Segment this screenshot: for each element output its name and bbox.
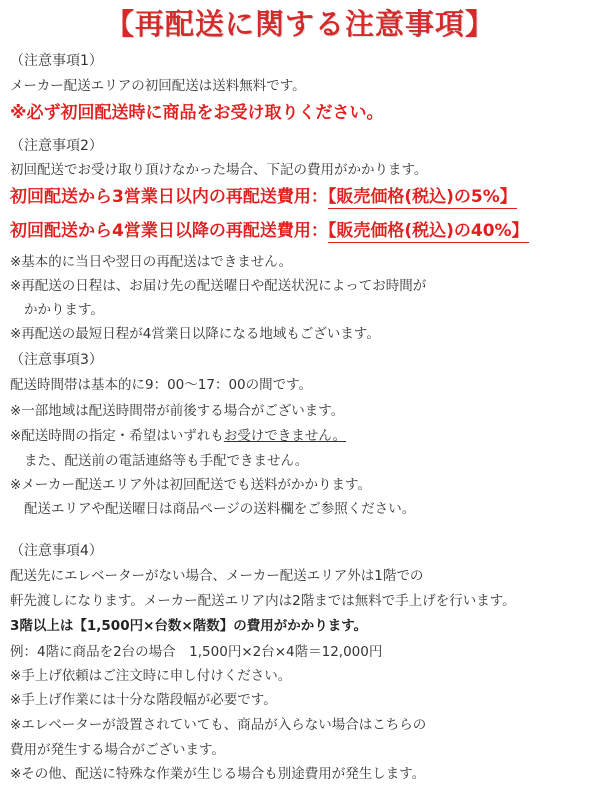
section1-heading: （注意事項1） [10, 53, 103, 69]
section4-line1: 配送先にエレベーターがない場合、メーカー配送エリア外は1階での [10, 568, 424, 584]
section3-line3-pre: ※配送時間の指定・希望はいずれも [10, 428, 224, 444]
page-title: 【再配送に関する注意事項】 [104, 7, 495, 41]
section4-line7: ※エレベーターが設置されていても、商品が入らない場合はこちらの [10, 717, 427, 733]
section3-line3 [10, 427, 346, 445]
fee1-value: 【販売価格(税込)の5%】 [327, 187, 517, 207]
section3-line3-underlined: お受けできません。 [223, 428, 347, 444]
fee2-label: 初回配送から4営業日以降の再配送費用： [10, 221, 328, 241]
section2-note3: ※再配送の最短日程が4営業日以降になる地域もございます。 [10, 326, 380, 342]
section4-line8: 費用が発生する場合がございます。 [10, 742, 225, 758]
section4-heading: （注意事項4） [10, 543, 103, 559]
fee-row-3days [10, 186, 517, 208]
section3-line1: 配送時間帯は基本的に9：00〜17：00の間です。 [10, 377, 313, 393]
section4-line6: ※手上げ作業には十分な階段幅が必要です。 [10, 692, 277, 708]
section2-heading: （注意事項2） [10, 138, 103, 154]
fee2-value: 【販売価格(税込)の40%】 [327, 221, 529, 241]
section3-line6: 配送エリアや配送曜日は商品ページの送料欄をご参照ください。 [24, 501, 416, 517]
section3-line2: ※一部地域は配送時間帯が前後する場合がございます。 [10, 403, 345, 419]
section2-note1: ※基本的に当日や翌日の再配送はできません。 [10, 254, 293, 270]
fee-row-4days [10, 220, 529, 242]
section3-heading: （注意事項3） [10, 352, 103, 368]
section4-line3: 3階以上は【1,500円×台数×階数】の費用がかかります。 [10, 618, 368, 634]
section4-line5: ※手上げ依頼はご注文時に申し付けください。 [10, 668, 292, 684]
section4-line2: 軒先渡しになります。メーカー配送エリア内は2階までは無料で手上げを行います。 [10, 593, 516, 609]
fee1-label: 初回配送から3営業日以内の再配送費用： [10, 187, 328, 207]
section3-line5: ※メーカー配送エリア外は初回配送でも送料がかかります。 [10, 477, 371, 493]
section3-line4: また、配送前の電話連絡等も手配できません。 [24, 453, 309, 469]
section1-alert: ※必ず初回配送時に商品をお受け取りください。 [10, 103, 384, 123]
section4-example: 例：4階に商品を2台の場合 1,500円×2台×4階＝12,000円 [10, 644, 383, 660]
section2-note2b: かかります。 [24, 302, 104, 318]
section2-note2a: ※再配送の日程は、お届け先の配送曜日や配送状況によってお時間が [10, 278, 427, 294]
section4-line9: ※その他、配送に特殊な作業が生じる場合も別途費用が発生します。 [10, 766, 426, 782]
section1-line1: メーカー配送エリアの初回配送は送料無料です。 [10, 78, 306, 94]
section2-line1: 初回配送でお受け取り頂けなかった場合、下記の費用がかかります。 [10, 162, 428, 178]
